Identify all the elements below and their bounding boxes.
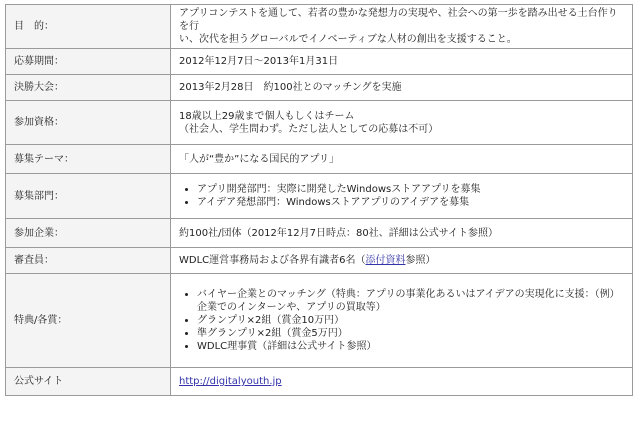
row-official-site [6, 368, 633, 396]
eligibility-line: 18歳以上29歳まで個人もしくはチーム [179, 110, 355, 122]
judges-text: WDLC運営事務局および各界有識者6名（ [179, 255, 366, 266]
row-theme [6, 145, 633, 174]
application-period-value: 2012年12月7日～2013年1月31日 [171, 49, 633, 75]
purpose-value [171, 5, 633, 49]
row-eligibility [6, 101, 633, 145]
row-prizes [6, 274, 633, 368]
final-event-value: 2013年2月28日 約100社とのマッチングを実施 [171, 75, 633, 101]
categories-label: 募集部門： [6, 174, 171, 219]
list-item: • WDLC理事賞（詳細は公式サイト参照） [197, 340, 624, 353]
prizes-label: 特典/各賞： [6, 274, 171, 368]
application-period-label: 応募期間： [6, 49, 171, 75]
official-site-link[interactable]: http://digitalyouth.jp [179, 376, 282, 387]
attachment-link[interactable]: 添付資料 [365, 255, 406, 266]
eligibility-line: （社会人、学生問わず。ただし法人としての応募は不可） [179, 123, 439, 135]
contest-info-table [5, 4, 633, 396]
theme-label: 募集テーマ： [6, 145, 171, 174]
categories-value [171, 174, 633, 219]
final-event-label: 決勝大会： [6, 75, 171, 101]
row-participating-companies [6, 219, 633, 248]
list-item: • バイヤー企業とのマッチング（特典：アプリの事業化あるいはアイデアの実現化に支援：（例）企業でのインターンや、アプリの買取等） [197, 288, 624, 314]
judges-label: 審査員： [6, 248, 171, 274]
purpose-line: い、次代を担うグローバルでイノベーティブな人材の創出を支援すること。 [179, 34, 517, 45]
participating-companies-label: 参加企業： [6, 219, 171, 248]
eligibility-label: 参加資格： [6, 101, 171, 145]
row-final-event [6, 75, 633, 101]
list-item: • グランプリ×2組（賞金10万円） [197, 314, 624, 327]
list-item: • 準グランプリ×2組（賞金5万円） [197, 327, 624, 340]
official-site-value [171, 368, 633, 396]
row-purpose [6, 5, 633, 49]
prizes-value [171, 274, 633, 368]
eligibility-value [171, 101, 633, 145]
row-application-period [6, 49, 633, 75]
purpose-line: アプリコンテストを通して、若者の豊かな発想力の実現や、社会への第一歩を踏み出せる土台作りを行 [179, 8, 618, 32]
official-site-label: 公式サイト [6, 368, 171, 396]
judges-value [171, 248, 633, 274]
prizes-list [179, 288, 624, 353]
participating-companies-value: 約100社/団体（2012年12月7日時点：80社、詳細は公式サイト参照） [171, 219, 633, 248]
list-item: • アイデア発想部門：Windowsストアアプリのアイデアを募集 [197, 196, 624, 209]
row-judges [6, 248, 633, 274]
categories-list [179, 183, 624, 209]
theme-value: 「人が“豊か”になる国民的アプリ」 [171, 145, 633, 174]
page-bottom-strip [0, 416, 640, 423]
row-categories [6, 174, 633, 219]
judges-text: 参照） [405, 255, 436, 266]
purpose-label: 目 的： [6, 5, 171, 49]
list-item: • アプリ開発部門：実際に開発したWindowsストアアプリを募集 [197, 183, 624, 196]
